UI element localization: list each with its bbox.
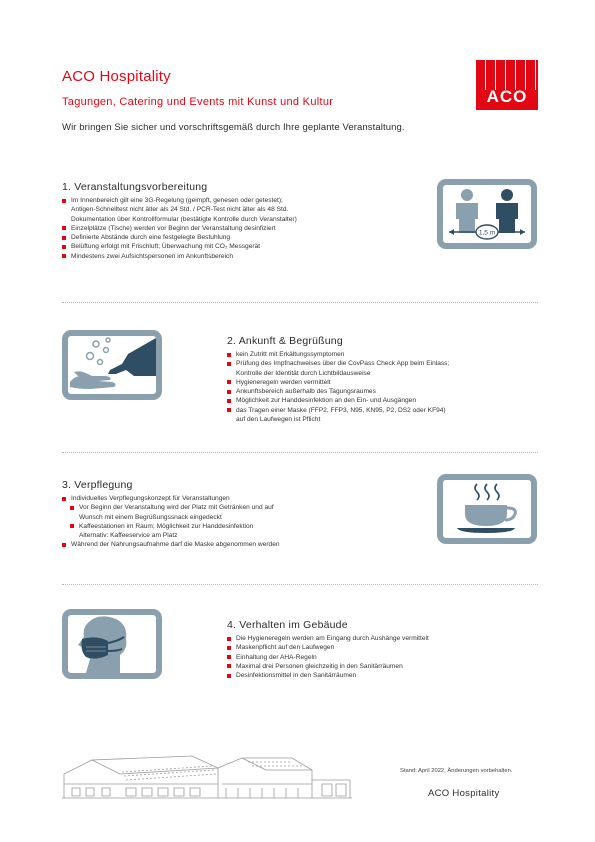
list-item: Definierte Abstände durch eine festgelegte Bestuhlung [62, 233, 422, 242]
section-3-title: 3. Verpflegung [62, 479, 133, 491]
section-divider [62, 302, 538, 303]
list-item: Individuelles Verpflegungskonzept für Veranstaltungen [62, 494, 422, 503]
list-item: Hygieneregeln werden vermittelt [227, 378, 547, 387]
section-4-list [227, 634, 547, 680]
list-item: Möglichkeit zur Handdesinfektion an den Ein- und Ausgängen [227, 396, 547, 405]
list-item-continuation: Wunsch mit einem Begrüßungssnack eingedeckt [79, 513, 222, 521]
list-item: Einhaltung der AHA-Regeln [227, 653, 547, 662]
logo-text: ACO [486, 87, 528, 106]
distance-label: 1,5 m [478, 229, 496, 237]
hand-disinfection-icon [62, 330, 162, 400]
list-item: Belüftung erfolgt mit Frischluft; Überwachung mit CO₂ Messgerät [62, 242, 422, 251]
stand-note: Stand: April 2022, Änderungen vorbehalten. [400, 768, 513, 774]
page-title: ACO Hospitality [62, 68, 171, 85]
page-subtitle: Tagungen, Catering und Events mit Kunst und Kultur [62, 96, 334, 108]
aco-logo [476, 60, 538, 110]
list-item: Im Innenbereich gilt eine 3G-Regelung (geimpft, genesen oder getestet); [62, 196, 422, 205]
list-subitem: Kaffeestationen im Raum; Möglichkeit zur Handdesinfektion [62, 522, 422, 531]
list-item-continuation: Alternativ: Kaffeeservice am Platz [79, 532, 178, 540]
section-divider [62, 452, 538, 453]
section-3-list [62, 494, 422, 550]
section-4-title: 4. Verhalten im Gebäude [227, 619, 348, 631]
list-item-continuation: Dokumentation über Kontrollformular (bestätigte Kontrolle durch Veranstalter) [71, 215, 297, 223]
list-item: Desinfektionsmittel in den Sanitärräumen [227, 671, 547, 680]
masked-person-icon [62, 609, 162, 679]
list-item: das Tragen einer Maske (FFP2, FFP3, N95, KN95, P2, DS2 oder KF94) [227, 406, 547, 415]
list-item: Einzelplätze (Tische) werden vor Beginn der Veranstaltung desinfiziert [62, 224, 422, 233]
section-1-list [62, 196, 422, 261]
list-item-continuation: auf den Laufwegen ist Pflicht [236, 416, 321, 424]
list-item: Maximal drei Personen gleichzeitig in den Sanitärräumen [227, 662, 547, 671]
intro-text: Wir bringen Sie sicher und vorschriftsgemäß durch Ihre geplante Veranstaltung. [62, 122, 405, 133]
section-divider [62, 584, 538, 585]
list-item: Maskenpflicht auf den Laufwegen [227, 643, 547, 652]
list-item-continuation: Antigen-Schnelltest nicht älter als 24 Std. / PCR-Test nicht älter als 48 Std. [71, 206, 289, 214]
list-item-continuation: Kontrolle der Identität durch Lichtbildausweise [236, 369, 371, 377]
list-item: kein Zutritt mit Erkältungssymptomen [227, 350, 547, 359]
list-item: Prüfung des Impfnachweises über die CovPass Check App beim Einlass; [227, 359, 547, 368]
list-item: Ankunftsbereich außerhalb des Tagungsraumes [227, 387, 547, 396]
list-item: Mindestens zwei Aufsichtspersonen im Ankunftsbereich [62, 252, 422, 261]
coffee-cup-icon [437, 474, 537, 544]
footer-brand: ACO Hospitality [428, 788, 500, 799]
building-illustration [62, 750, 352, 807]
section-2-title: 2. Ankunft & Begrüßung [227, 335, 343, 347]
list-item: Die Hygieneregeln werden am Eingang durch Aushänge vermittelt [227, 634, 547, 643]
list-subitem: Vor Beginn der Veranstaltung wird der Platz mit Getränken und auf [62, 503, 422, 512]
section-2-list [227, 350, 547, 424]
list-item: Während der Nahrungsaufnahme darf die Maske abgenommen werden [62, 540, 422, 549]
section-1-title: 1. Veranstaltungsvorbereitung [62, 181, 208, 193]
distance-people-icon [437, 179, 537, 249]
logo-stripes [476, 60, 538, 90]
